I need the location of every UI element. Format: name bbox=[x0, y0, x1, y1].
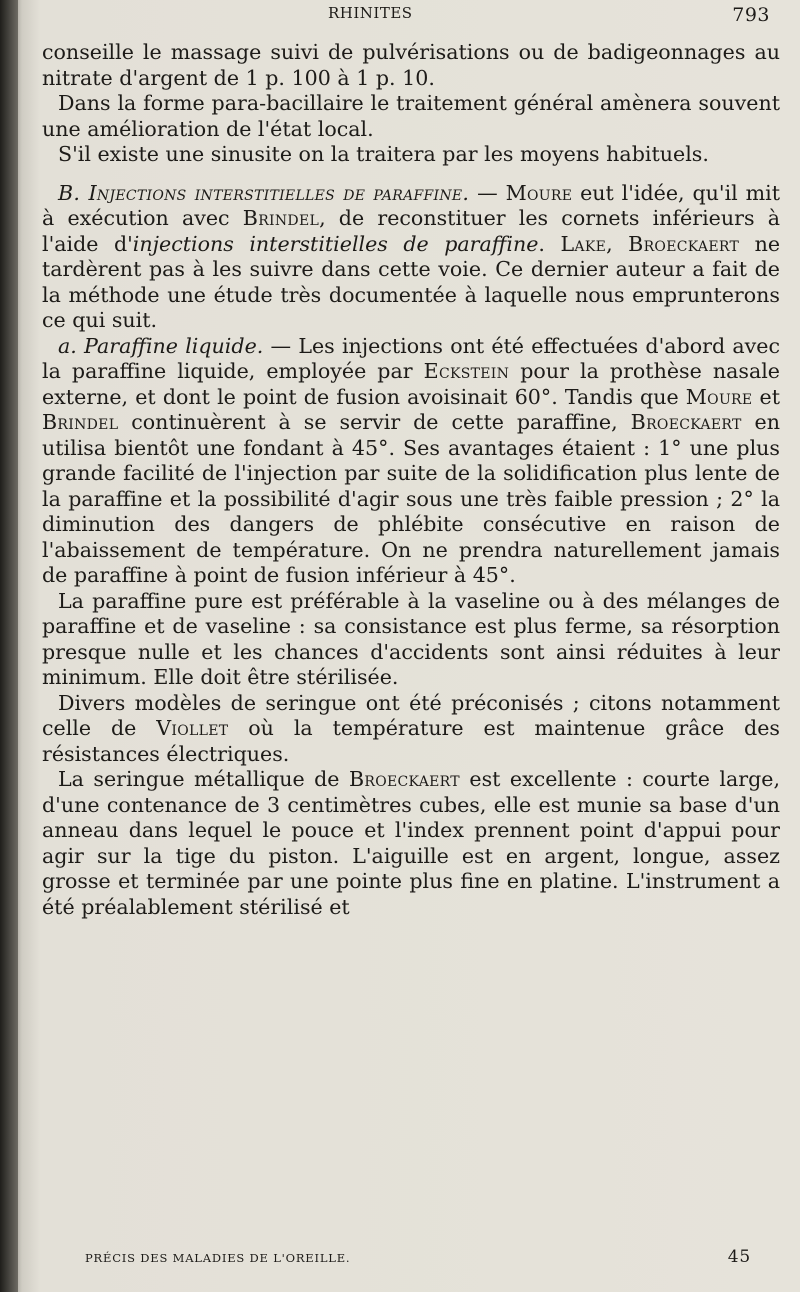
text-run: pour la prothèse nasale externe, et dont le point de fusion avoisinait 60°. Tandis que bbox=[42, 359, 780, 409]
section-heading-b: B. Injections interstitielles de paraffine. bbox=[58, 180, 470, 205]
page-number: 793 bbox=[732, 4, 770, 26]
text-run: , de reconstituer les cornets inférieurs à l'aide d' bbox=[42, 206, 780, 256]
text-run: et bbox=[752, 384, 780, 409]
author-name: Lake bbox=[560, 231, 607, 256]
text-run: . bbox=[538, 231, 561, 256]
paragraph-3: S'il existe une sinusite on la traitera par les moyens habituels. bbox=[58, 142, 709, 166]
author-name: Broeckaert bbox=[348, 767, 460, 791]
page-binding-shadow bbox=[0, 0, 18, 1292]
text-run: Divers modèles de seringue ont été préconisés ; citons notamment celle de bbox=[42, 690, 780, 740]
author-name: Moure bbox=[505, 180, 573, 205]
text-run: est excellente : courte large, d'une contenance de 3 centimètres cubes, elle est munie sa base d'un anneau dans lequel le pouce et l'index prennent point d'appui pour agir sur la tige du piston. L'aiguille est en argent, longue, assez grosse et terminée par une pointe plus fine en platine. L'instrument a été préalablement stérilisé et bbox=[42, 767, 780, 919]
italic-term: injections interstitielles de paraffine bbox=[132, 231, 539, 256]
subsection-heading-a: a. Paraffine liquide. bbox=[58, 333, 264, 358]
text-run: continuèrent à se servir de cette paraffine, bbox=[118, 410, 631, 434]
page-footer bbox=[85, 1247, 765, 1267]
paragraph-8 bbox=[42, 767, 780, 920]
author-name: Moure bbox=[685, 384, 753, 409]
paragraph-7 bbox=[42, 691, 780, 768]
page-header bbox=[120, 4, 770, 26]
body-text bbox=[42, 40, 780, 920]
author-name: Brindel bbox=[242, 206, 320, 230]
footer-book-title: PRÉCIS DES MALADIES DE L'OREILLE. bbox=[85, 1251, 351, 1265]
paragraph-1: conseille le massage suivi de pulvérisations ou de badigeonnages au nitrate d'argent de 1 p. 100 à 1 p. 10. bbox=[42, 40, 780, 90]
section-gap bbox=[42, 168, 780, 181]
author-name: Viollet bbox=[156, 716, 229, 740]
text-run: — Les injections ont été effectuées d'abord avec la paraffine liquide, employée par bbox=[42, 333, 780, 383]
signature-mark: 45 bbox=[727, 1247, 751, 1267]
author-name: Broeckaert bbox=[630, 410, 742, 434]
text-run: ne tardèrent pas à les suivre dans cette voie. Ce dernier auteur a fait de la méthode une étude très documentée à laquelle nous emprunterons ce qui suit. bbox=[42, 231, 781, 332]
author-name: Broeckaert bbox=[628, 231, 740, 256]
text-run: où la température est maintenue grâce des résistances électriques. bbox=[42, 716, 781, 766]
paragraph-5 bbox=[42, 334, 780, 589]
text-run: , bbox=[606, 231, 629, 256]
text-run: en utilisa bientôt une fondant à 45°. Ses avantages étaient : 1° une plus grande facilité de l'injection par suite de la solidification plus lente de la paraffine et la possibilité d'agir sous une très faible pression ; 2° la diminution des dangers de phlébite consécutive en raison de l'abaissement de température. On ne prendra naturellement jamais de paraffine à point de fusion inférieur à 45°. bbox=[42, 410, 781, 587]
paragraph-4 bbox=[42, 181, 780, 334]
running-head: RHINITES bbox=[328, 4, 413, 22]
text-run: eut l'idée, qu'il mit à exécution avec bbox=[42, 180, 780, 230]
author-name: Brindel bbox=[42, 410, 119, 434]
paragraph-2: Dans la forme para-bacillaire le traitement général amènera souvent une amélioration de l'état local. bbox=[42, 91, 780, 141]
text-run: La seringue métallique de bbox=[58, 767, 349, 791]
author-name: Eckstein bbox=[423, 359, 510, 383]
paragraph-6: La paraffine pure est préférable à la vaseline ou à des mélanges de paraffine et de vaseline : sa consistance est plus ferme, sa résorption presque nulle et les chances d'accidents sont ainsi réduites à leur minimum. Elle doit être stérilisée. bbox=[42, 588, 780, 689]
text-run: — bbox=[469, 180, 506, 205]
